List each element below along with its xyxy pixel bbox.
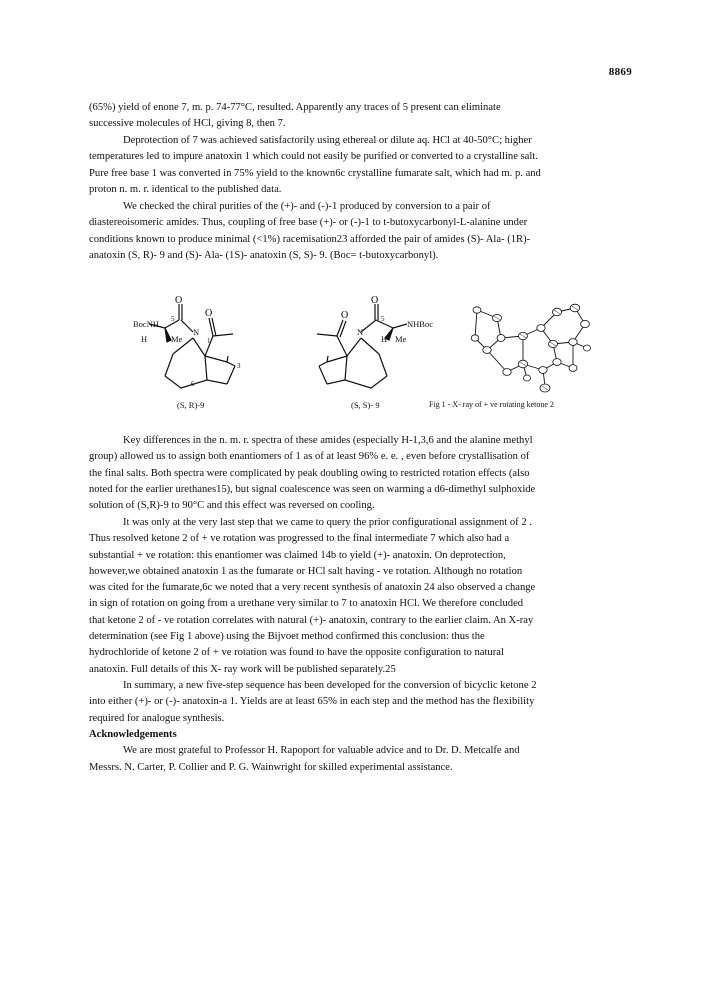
text-line: the final salts. Both spectra were complicated by peak doubling owing to restricted rotation effects (also	[89, 467, 530, 479]
nitrogen-label: N	[357, 327, 364, 337]
text-line: Thus resolved ketone 2 of + ve rotation was progressed to the final intermediate 7 which also had a	[89, 533, 510, 545]
c6-label: 6	[191, 380, 195, 388]
text-line: anatoxin (S, R)- 9 and (S)- Ala- (1S)- anatoxin (S, S)- 9. (Boc= t-butoxycarbonyl).	[89, 249, 439, 261]
text-line: noted for the earlier urethanes15), but signal coalescence was seen on warming a d6-dimethyl sulphoxide	[89, 483, 536, 495]
paragraph-6	[89, 678, 601, 727]
paragraph-3	[89, 199, 601, 264]
carbonyl-oxygen: O	[371, 296, 379, 306]
acknowledgements-section	[89, 727, 601, 776]
text-line: Deprotection of 7 was achieved satisfactorily using ethereal or dilute aq. HCl at 40-50°C; higher	[123, 135, 532, 146]
compound-label-s-s-9: (S, S)- 9	[351, 400, 380, 410]
acknowledgements-heading: Acknowledgements	[89, 729, 177, 740]
methyl-label: Me	[395, 334, 407, 344]
text-line: determination (see Fig 1 above) using the Bijvoet method confirmed this conclusion: thus the	[89, 631, 485, 643]
text-line: was cited for the fumarate,6c we noted that a very recent synthesis of anatoxin 24 also observed a change	[89, 582, 536, 594]
text-line: group) allowed us to assign both enantiomers of 1 as of at least 96% e. e. , even before crystallisation of	[89, 451, 530, 463]
methyl-label: Me	[171, 334, 183, 344]
text-line: It was only at the very last step that we came to query the prior configurational assignment of 2 .	[123, 517, 532, 528]
text-line: substantial + ve rotation: this enantiomer was claimed 14b to yield (+)- anatoxin. On deprotection,	[89, 549, 506, 561]
paragraph-1	[89, 100, 601, 133]
text-line: however,we obtained anatoxin 1 as the fumarate or HCl salt having - ve rotation. Although no rotation	[89, 565, 523, 577]
compound-label-s-r-9: (S, R)-9	[177, 400, 205, 410]
text-line: (65%) yield of enone 7, m. p. 74-77°C, resulted. Apparently any traces of 5 present can eliminate	[89, 102, 501, 113]
nitrogen-label: N	[193, 327, 200, 337]
text-line: hydrochloride of ketone 2 of + ve rotation was found to have the opposite configuration to natural	[89, 647, 504, 659]
c5-label: 5	[171, 315, 175, 323]
text-line: conditions known to produce minimal (<1%) racemisation23 afforded the pair of amides (S)- Ala- (1R)-	[89, 233, 531, 245]
paragraph-5	[89, 515, 601, 678]
text-line: diastereoisomeric amides. Thus, coupling of free base (+)- or (-)-1 to t-butoxycarbonyl-L-alanine under	[89, 217, 528, 229]
hydrogen-label: H	[141, 334, 148, 344]
paragraph-4	[89, 433, 601, 514]
boc-label: BocNH	[133, 319, 159, 329]
figure-caption: Fig 1 - X- ray of + ve rotating ketone 2	[429, 400, 554, 409]
text-line: temperatures led to impure anatoxin 1 which could not easily be purified or converted to a crystalline salt.	[89, 151, 538, 163]
hydrogen-label: H	[381, 334, 388, 344]
text-line: required for analogue synthesis.	[89, 712, 225, 724]
text-line: successive molecules of HCl, giving 8, then 7.	[89, 118, 286, 130]
paragraph-2	[89, 133, 601, 198]
text-line: into either (+)- or (-)- anatoxin-a 1. Yields are at least 65% in each step and the method has the flexibility	[89, 696, 535, 708]
text-line: Key differences in the n. m. r. spectra of these amides (especially H-1,3,6 and the alanine methyl	[123, 435, 533, 446]
text-line: that ketone 2 of - ve rotation correlates with natural (+)- anatoxin, contrary to the earlier claim. An X-ray	[89, 614, 534, 626]
structure-s-r-9	[109, 296, 269, 400]
text-line: in sign of rotation on going from a urethane very similar to 7 to anatoxin HCl. We therefore concluded	[89, 598, 524, 610]
carbonyl-oxygen: O	[175, 296, 183, 306]
text-line: We checked the chiral purities of the (+)- and (-)-1 produced by conversion to a pair of	[123, 201, 491, 212]
c5-label: 5	[381, 315, 385, 323]
c3-label: 3	[237, 362, 241, 370]
c1-label: 1	[207, 337, 211, 345]
text-line: proton n. m. r. identical to the published data.	[89, 183, 282, 195]
text-line: anatoxin. Full details of this X- ray work will be published separately.25	[89, 663, 396, 675]
text-line: In summary, a new five-step sequence has been developed for the conversion of bicyclic ketone 2	[123, 680, 537, 691]
acetyl-oxygen: O	[205, 308, 213, 319]
text-line: solution of (S,R)-9 to 90°C and this effect was reversed on cooling.	[89, 500, 375, 512]
text-line: Pure free base 1 was converted in 75% yield to the known6c crystalline fumarate salt, which had m. p. and	[89, 167, 541, 179]
page-number: 8869	[608, 66, 632, 78]
figure-row	[89, 296, 609, 416]
text-line: We are most grateful to Professor H. Rapoport for valuable advice and to Dr. D. Metcalfe and	[123, 745, 520, 757]
text-line: Messrs. N. Carter, P. Collier and P. G. Wainwright for skilled experimental assistance.	[89, 761, 453, 773]
structure-s-s-9	[285, 296, 435, 400]
xray-structure-image	[457, 298, 607, 398]
acetyl-oxygen: O	[341, 310, 349, 321]
nhboc-label: NHBoc	[407, 319, 433, 329]
